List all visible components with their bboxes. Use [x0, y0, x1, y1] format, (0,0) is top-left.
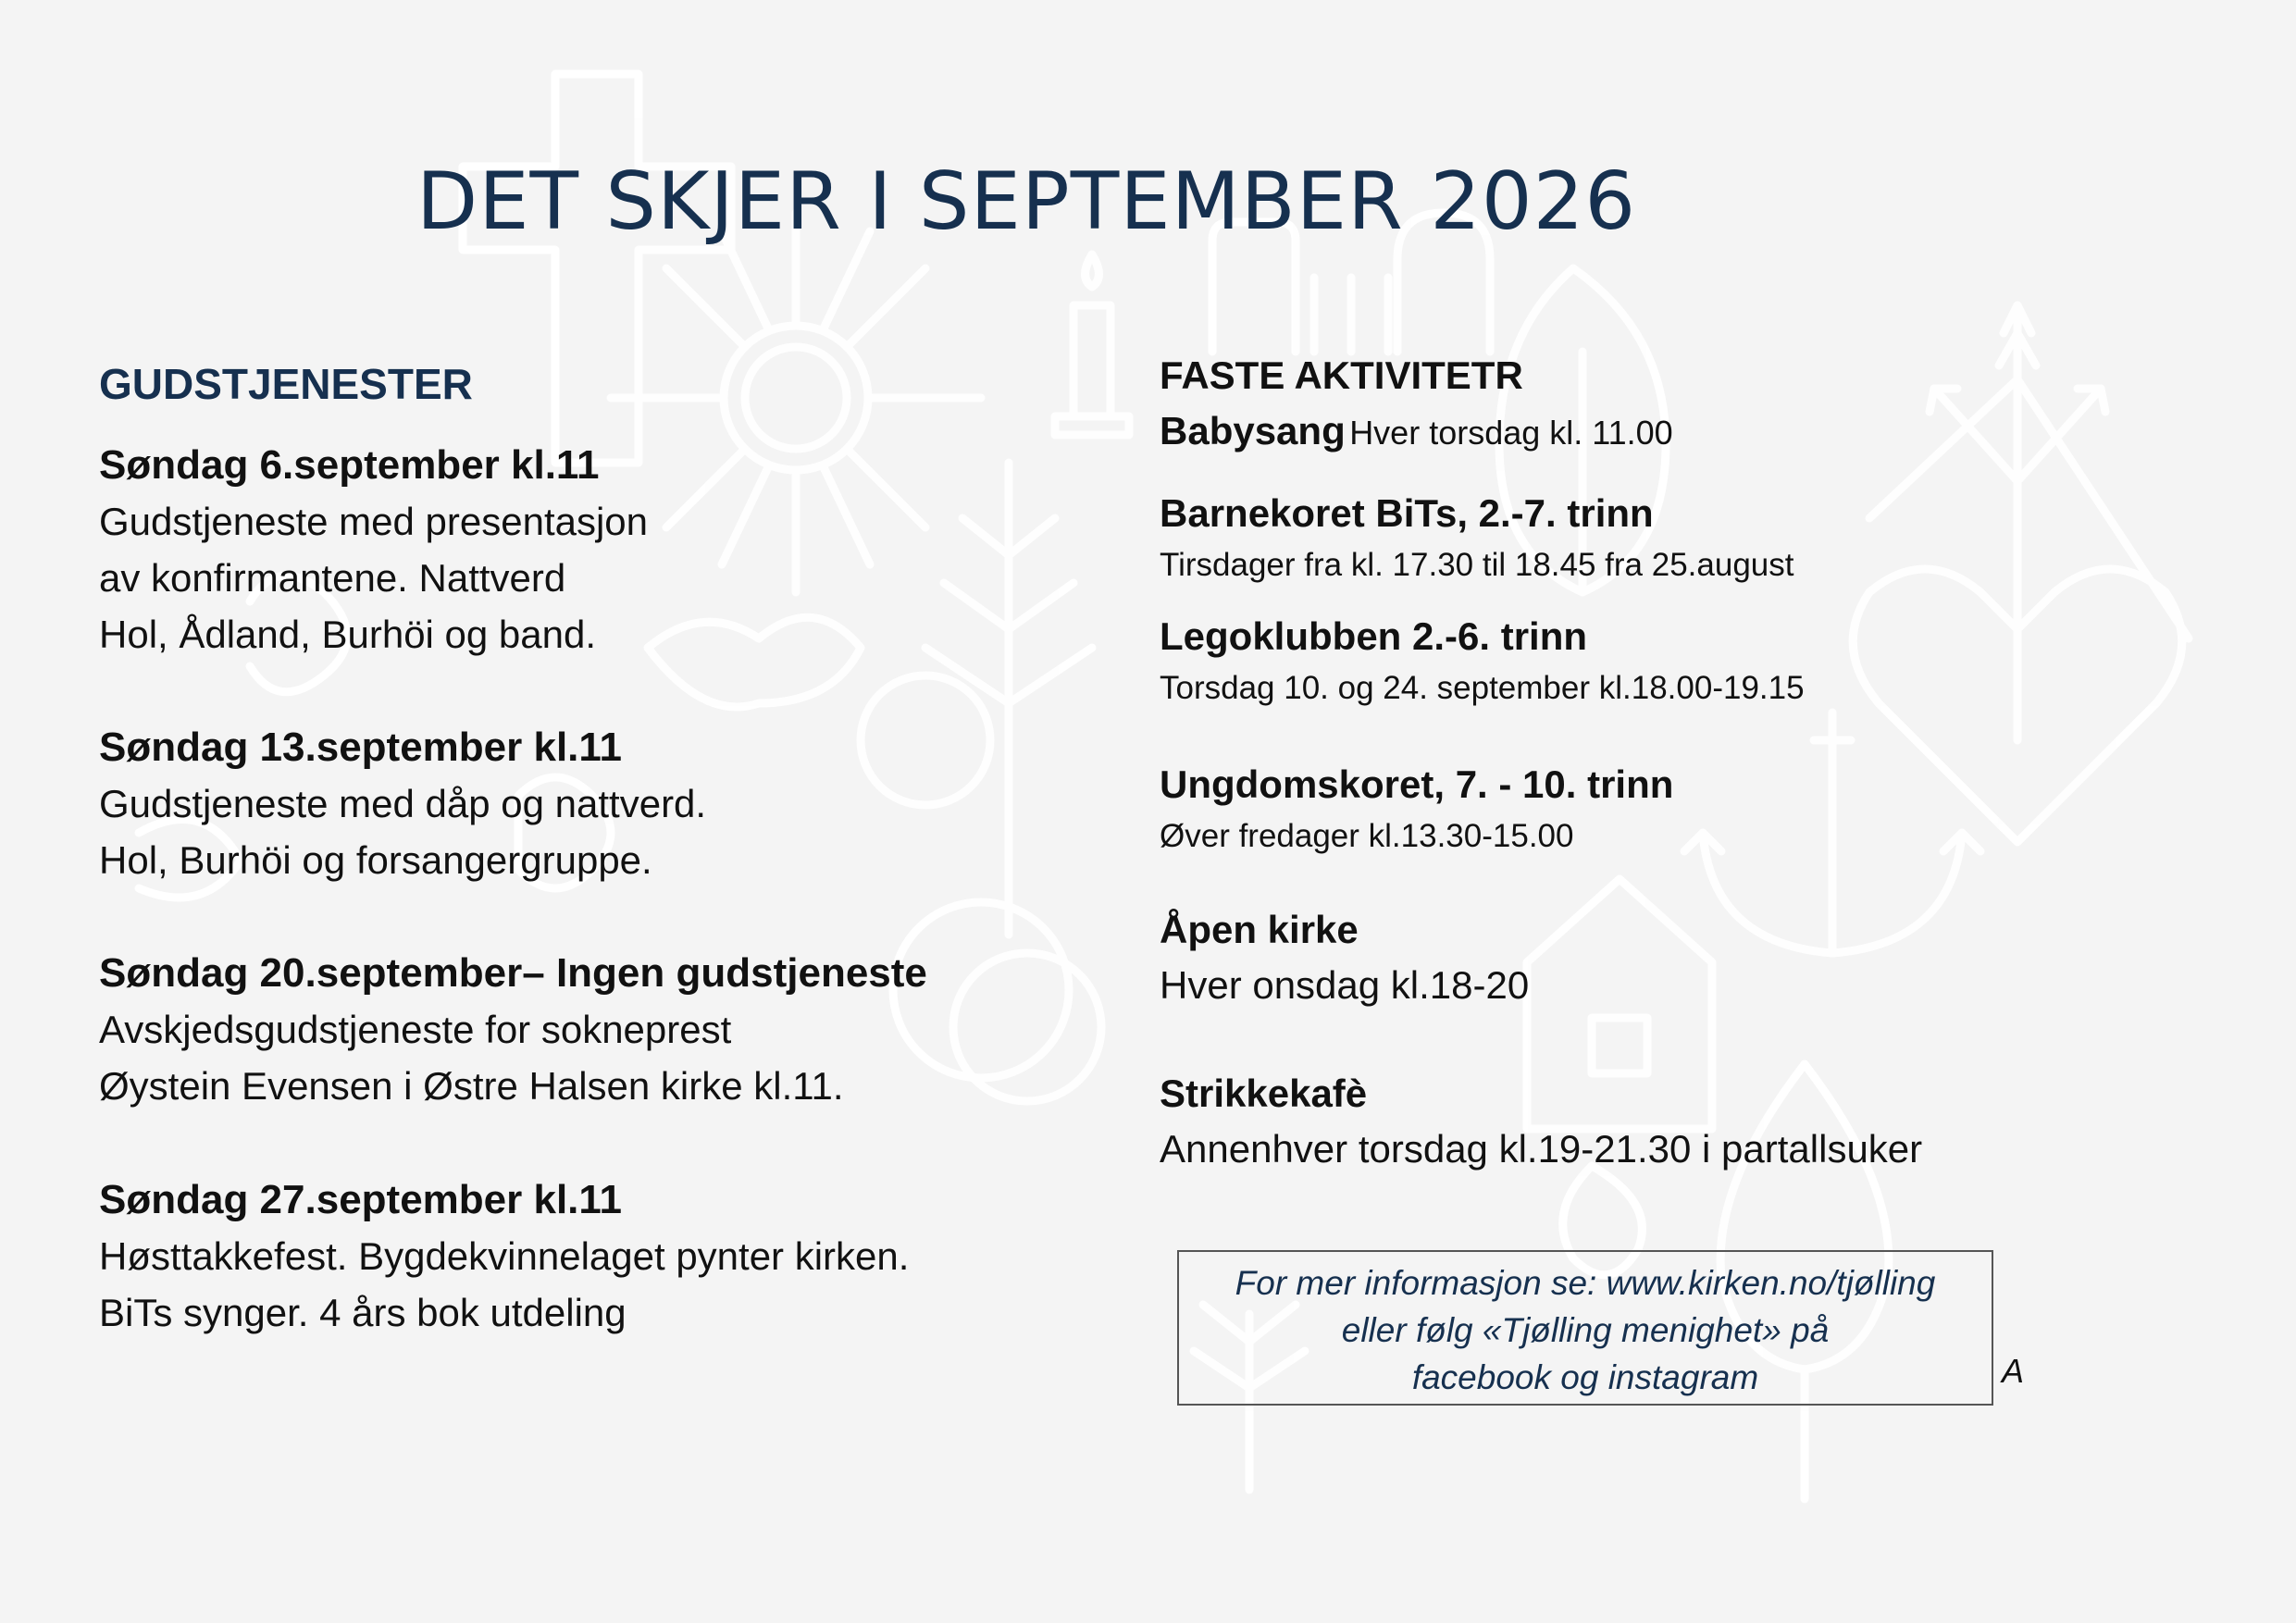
stray-mark: A [2002, 1352, 2025, 1390]
info-line: facebook og instagram [1411, 1358, 1759, 1396]
info-box [1177, 1250, 1993, 1406]
activities-heading: FASTE AKTIVITETR [1160, 353, 1523, 397]
service-day: Søndag 27.september kl.11 [99, 1177, 622, 1222]
service-line: Avskjedsgudstjeneste for sokneprest [99, 1008, 732, 1051]
service-line: Øystein Evensen i Østre Halsen kirke kl.11. [99, 1064, 844, 1108]
activity-name: Åpen kirke [1160, 908, 1359, 951]
service-line: BiTs synger. 4 års bok utdeling [99, 1291, 627, 1334]
service-line: Hol, Ådland, Burhöi og band. [99, 613, 597, 656]
service-line: Gudstjeneste med presentasjon [99, 500, 649, 543]
activity-detail: Annenhver torsdag kl.19-21.30 i partallsuker [1160, 1127, 1923, 1171]
anchor-icon [1684, 712, 1980, 953]
activity-detail: Hver onsdag kl.18-20 [1160, 963, 1530, 1007]
service-line: Hol, Burhöi og forsangergruppe. [99, 838, 652, 882]
activity-detail: Øver fredager kl.13.30-15.00 [1160, 818, 1574, 854]
service-day: Søndag 20.september– Ingen gudstjeneste [99, 950, 927, 996]
activity-entry [1160, 757, 1673, 861]
page-title: DET SKJER I SEPTEMBER 2026 [416, 155, 1637, 248]
service-day: Søndag 6.september kl.11 [99, 442, 600, 488]
info-line: For mer informasjon se: www.kirken.no/tjølling [1235, 1264, 1936, 1302]
service-entry [99, 945, 1117, 1114]
activity-detail: Torsdag 10. og 24. september kl.18.00-19.15 [1160, 670, 1805, 706]
service-entry [99, 719, 1117, 888]
activity-name: Barnekoret BiTs, 2.-7. trinn [1160, 491, 1654, 535]
activity-name: Strikkekafè [1160, 1072, 1368, 1115]
services-heading: GUDSTJENESTER [99, 360, 473, 408]
sprig-icon [1930, 305, 2105, 740]
activity-entry [1160, 902, 1529, 1013]
service-entry [99, 437, 1117, 663]
candle-icon [1055, 254, 1129, 435]
activity-entry [1160, 1066, 1922, 1177]
activity-detail: Tirsdager fra kl. 17.30 til 18.45 fra 25.august [1160, 547, 1794, 583]
info-line: eller følg «Tjølling menighet» på [1341, 1311, 1830, 1349]
service-line: Gudstjeneste med dåp og nattverd. [99, 782, 707, 825]
service-line: av konfirmantene. Nattverd [99, 556, 566, 600]
activity-entry [1160, 409, 1673, 453]
activity-entry [1160, 609, 1805, 712]
service-day: Søndag 13.september kl.11 [99, 725, 622, 770]
activity-name: Babysang [1160, 409, 1346, 452]
service-line: Høsttakkefest. Bygdekvinnelaget pynter kirken. [99, 1234, 910, 1278]
activity-entry [1160, 486, 1793, 589]
service-entry [99, 1171, 1117, 1341]
activity-detail: Hver torsdag kl. 11.00 [1349, 414, 1673, 452]
cross-icon [463, 74, 731, 463]
activity-name: Legoklubben 2.-6. trinn [1160, 614, 1588, 658]
activity-name: Ungdomskoret, 7. - 10. trinn [1160, 762, 1674, 806]
